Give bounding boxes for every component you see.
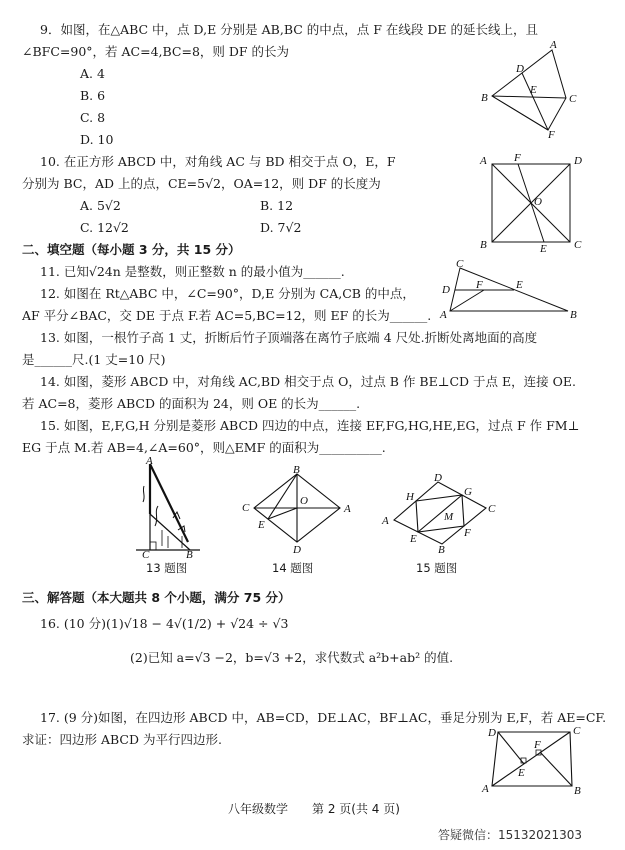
q10-label-d: D [574, 155, 582, 167]
q9-option-a: A. 4 [80, 66, 105, 81]
q10-label-f: F [514, 152, 521, 164]
q9-option-c: C. 8 [80, 110, 106, 125]
fig15-label-m: M [444, 511, 454, 523]
q17-label-b: B [574, 785, 581, 797]
fig15-label-g: G [464, 486, 472, 498]
fig14-label-b: B [293, 464, 300, 476]
q10-stem-line1: 10. 在正方形 ABCD 中，对角线 AC 与 BD 相交于点 O，E，F [40, 154, 396, 169]
q10-option-b: B. 12 [260, 198, 294, 213]
q17-label-a: A [482, 783, 489, 795]
fig13-bamboo [128, 455, 208, 561]
q17-line1: 17. (9 分)如图，在四边形 ABCD 中，AB=CD，DE⊥AC，BF⊥AC，垂足分别为 E,F，若 AE=CF. [40, 710, 607, 725]
q17-figure [472, 724, 592, 800]
q13-line2: 是______尺.(1 丈=10 尺) [22, 352, 166, 367]
q10-option-d: D. 7√2 [260, 220, 302, 235]
fig13-caption: 13 题图 [146, 561, 188, 575]
fig14-label-d: D [293, 544, 301, 556]
q9-label-a: A [550, 39, 557, 51]
fig14-label-c: C [242, 502, 250, 514]
q12-line2: AF 平分∠BAC，交 DE 于点 F.若 AC=5,BC=12，则 EF 的长为______. [22, 308, 432, 323]
fig14-rhombus [240, 464, 358, 554]
fig14-label-e: E [258, 519, 265, 531]
q10-stem-line2: 分别为 BC，AD 上的点，CE=5√2，OA=12，则 DF 的长度为 [22, 176, 381, 191]
q9-label-c: C [569, 93, 577, 105]
fig15-caption: 15 题图 [416, 561, 458, 575]
fig13-label-a: A [146, 455, 153, 467]
q10-option-a: A. 5√2 [80, 198, 121, 213]
q9-figure [478, 38, 588, 143]
contact-info: 答疑微信：15132021303 [438, 828, 582, 842]
section3-heading: 三、解答题（本大题共 8 个小题，满分 75 分） [22, 590, 291, 605]
q10-label-b: B [480, 239, 487, 251]
q12-label-f: F [476, 279, 483, 291]
q9-stem-line2: ∠BFC=90°，若 AC=4,BC=8，则 DF 的长为 [22, 44, 290, 59]
fig13-label-b: B [186, 549, 193, 561]
q10-figure [478, 150, 588, 255]
q9-option-d: D. 10 [80, 132, 114, 147]
q12-figure [440, 258, 580, 320]
q15-line1: 15. 如图，E,F,G,H 分别是菱形 ABCD 四边的中点，连接 EF,FG,HG,HE,EG，过点 F 作 FM⊥ [40, 418, 580, 433]
fig15-label-h: H [406, 491, 414, 503]
q12-label-a: A [440, 309, 447, 321]
q10-label-a: A [480, 155, 487, 167]
q10-label-o: O [534, 196, 542, 208]
q9-label-e: E [530, 84, 537, 96]
fig14-label-o: O [300, 495, 308, 507]
q12-label-c: C [456, 258, 464, 270]
q14-line2: 若 AC=8，菱形 ABCD 的面积为 24，则 OE 的长为______. [22, 396, 361, 411]
fig15-rhombus [380, 472, 502, 554]
q10-label-c: C [574, 239, 582, 251]
fig15-label-c: C [488, 503, 496, 515]
q12-label-e: E [516, 279, 523, 291]
q9-label-f: F [548, 129, 555, 141]
q9-label-d: D [516, 63, 524, 75]
q15-line2: EG 于点 M.若 AB=4,∠A=60°，则△EMF 的面积为__________. [22, 440, 386, 455]
fig14-caption: 14 题图 [272, 561, 314, 575]
fig15-label-f: F [464, 527, 471, 539]
q12-label-d: D [442, 284, 450, 296]
fig15-label-b: B [438, 544, 445, 556]
fig15-label-a: A [382, 515, 389, 527]
q16-part1: 16. (10 分)(1)√18 − 4√(1/2) + √24 ÷ √3 [40, 616, 289, 631]
fig14-label-a: A [344, 503, 351, 515]
q17-label-f: F [534, 739, 541, 751]
fig15-label-e: E [410, 533, 417, 545]
q11-text: 11. 已知√24n 是整数，则正整数 n 的最小值为______. [40, 264, 345, 279]
q12-label-b: B [570, 309, 577, 321]
q17-label-e: E [518, 767, 525, 779]
q14-line1: 14. 如图，菱形 ABCD 中，对角线 AC,BD 相交于点 O，过点 B 作 BE⊥CD 于点 E，连接 OE. [40, 374, 576, 389]
q17-line2: 求证：四边形 ABCD 为平行四边形. [22, 732, 222, 747]
q10-option-c: C. 12√2 [80, 220, 129, 235]
q17-label-c: C [573, 725, 581, 737]
q17-label-d: D [488, 727, 496, 739]
q12-line1: 12. 如图在 Rt△ABC 中，∠C=90°，D,E 分别为 CA,CB 的中点， [40, 286, 415, 301]
page-footer: 八年级数学 第 2 页(共 4 页) [228, 802, 400, 816]
q9-stem-line1: 9．如图，在△ABC 中，点 D,E 分别是 AB,BC 的中点，点 F 在线段 DE 的延长线上，且 [40, 22, 538, 37]
q9-option-b: B. 6 [80, 88, 106, 103]
q13-line1: 13. 如图，一根竹子高 1 丈，折断后竹子顶端落在离竹子底端 4 尺处.折断处离地面的高度 [40, 330, 538, 345]
q16-part2: (2)已知 a=√3 −2，b=√3 +2，求代数式 a²b+ab² 的值. [130, 650, 454, 665]
q9-label-b: B [481, 92, 488, 104]
fig13-label-c: C [142, 549, 150, 561]
section2-heading: 二、填空题（每小题 3 分，共 15 分） [22, 242, 241, 257]
fig15-label-d: D [434, 472, 442, 484]
q10-label-e: E [540, 243, 547, 255]
